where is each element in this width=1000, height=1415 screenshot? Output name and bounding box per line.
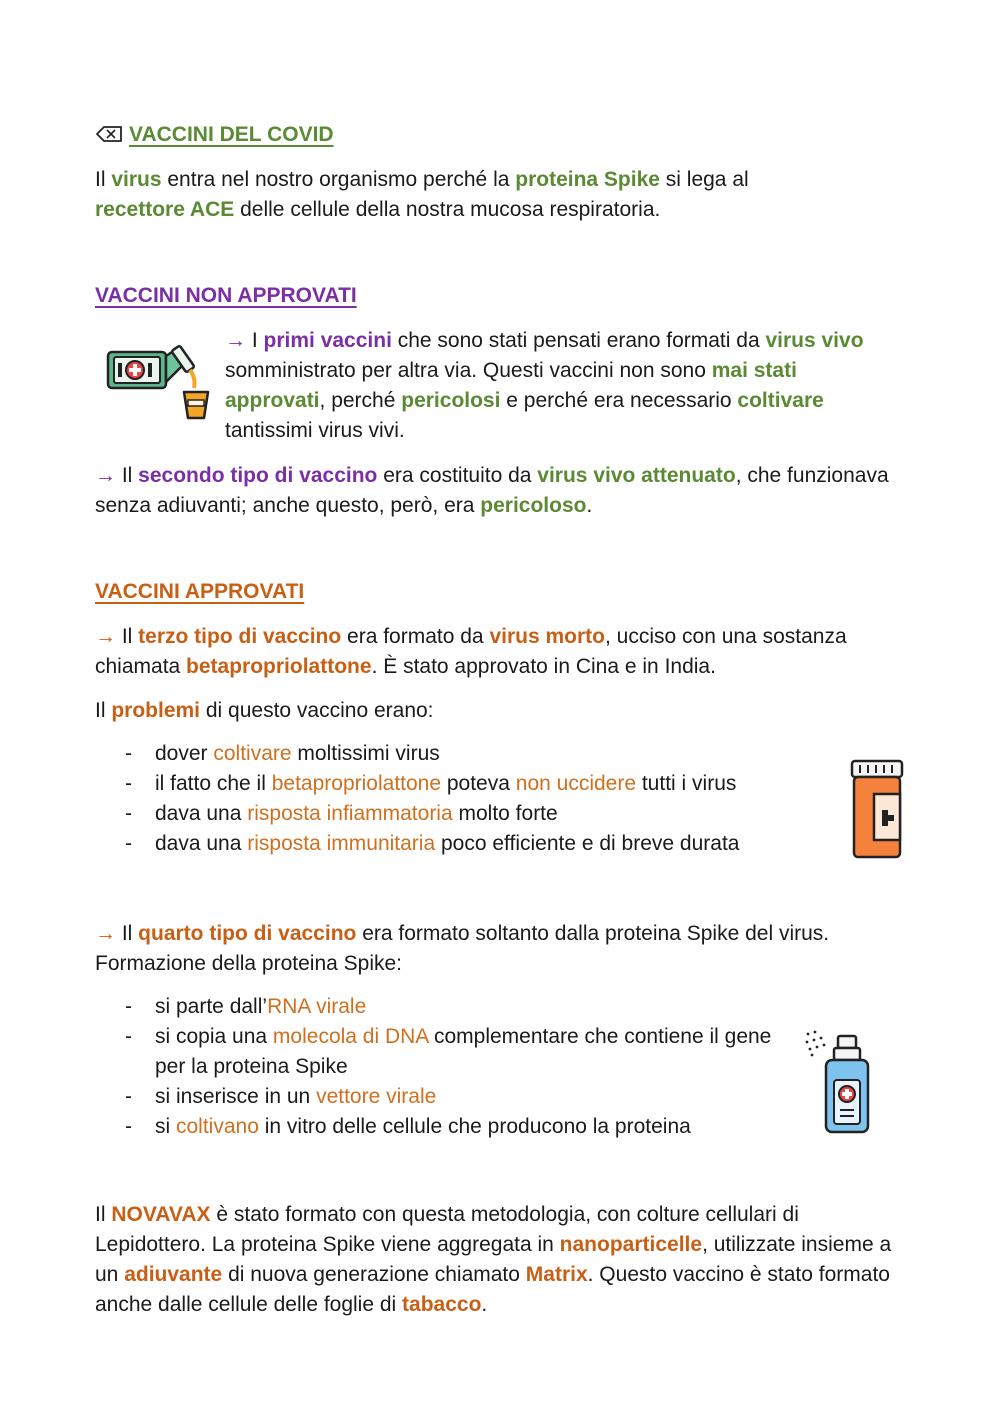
list-item: - dava una risposta immunitaria poco efficiente e di breve durata <box>95 829 855 859</box>
list-item: - si coltivano in vitro delle cellule che producono la proteina <box>95 1112 795 1142</box>
primi-vaccini-paragraph: → I primi vaccini che sono stati pensati erano formati da virus vivo somministrato per altra via. Questi vaccini non sono mai stati approvati, perché pericolosi e perché era necessario coltivare tantissimi virus vivi. <box>225 329 864 442</box>
section-heading-non-approvati: VACCINI NON APPROVATI <box>95 284 357 307</box>
terzo-tipo-paragraph: → Il terzo tipo di vaccino era formato da virus morto, ucciso con una sostanza chiamata betapropriolattone. È stato approvato in Cina e in India. <box>95 625 847 678</box>
novavax-paragraph: Il NOVAVAX è stato formato con questa metodologia, con colture cellulari di Lepidottero. La proteina Spike viene aggregata in nanoparticelle, utilizzate insieme a un adiuvante di nuova generazione chiamato Matrix. Questo vaccino è stato formato anche dalle cellule delle foglie di tabacco. <box>95 1203 892 1316</box>
pill-bottle-icon <box>848 758 906 860</box>
intro-paragraph: Il virus entra nel nostro organismo perché la proteina Spike si lega al recettore ACE delle cellule della nostra mucosa respiratoria. <box>95 168 749 221</box>
list-item: - si parte dall’RNA virale <box>95 992 795 1022</box>
list-item: - dava una risposta infiammatoria molto forte <box>95 799 855 829</box>
list-item: - si inserisce in un vettore virale <box>95 1082 795 1112</box>
problemi-intro: Il problemi di questo vaccino erano: <box>95 699 434 722</box>
secondo-tipo-paragraph: → Il secondo tipo di vaccino era costituito da virus vivo attenuato, che funzionava senza adiuvanti; anche questo, però, era pericoloso. <box>95 464 889 517</box>
list-item: - si copia una molecola di DNA complementare che contiene il gene per la proteina Spike <box>95 1022 795 1082</box>
problems-list <box>95 739 855 859</box>
quarto-tipo-paragraph: → Il quarto tipo di vaccino era formato soltanto dalla proteina Spike del virus. Formazione della proteina Spike: <box>95 922 830 975</box>
medicine-bottle-pouring-icon <box>104 338 212 420</box>
title-text: VACCINI DEL COVID <box>129 123 334 146</box>
tag-icon <box>95 124 123 144</box>
steps-list <box>95 992 795 1142</box>
list-item: - dover coltivare moltissimi virus <box>95 739 855 769</box>
spray-bottle-icon <box>802 1028 872 1136</box>
list-item: - il fatto che il betapropriolattone poteva non uccidere tutti i virus <box>95 769 855 799</box>
page-title <box>95 120 905 150</box>
section-heading-approvati: VACCINI APPROVATI <box>95 580 305 603</box>
